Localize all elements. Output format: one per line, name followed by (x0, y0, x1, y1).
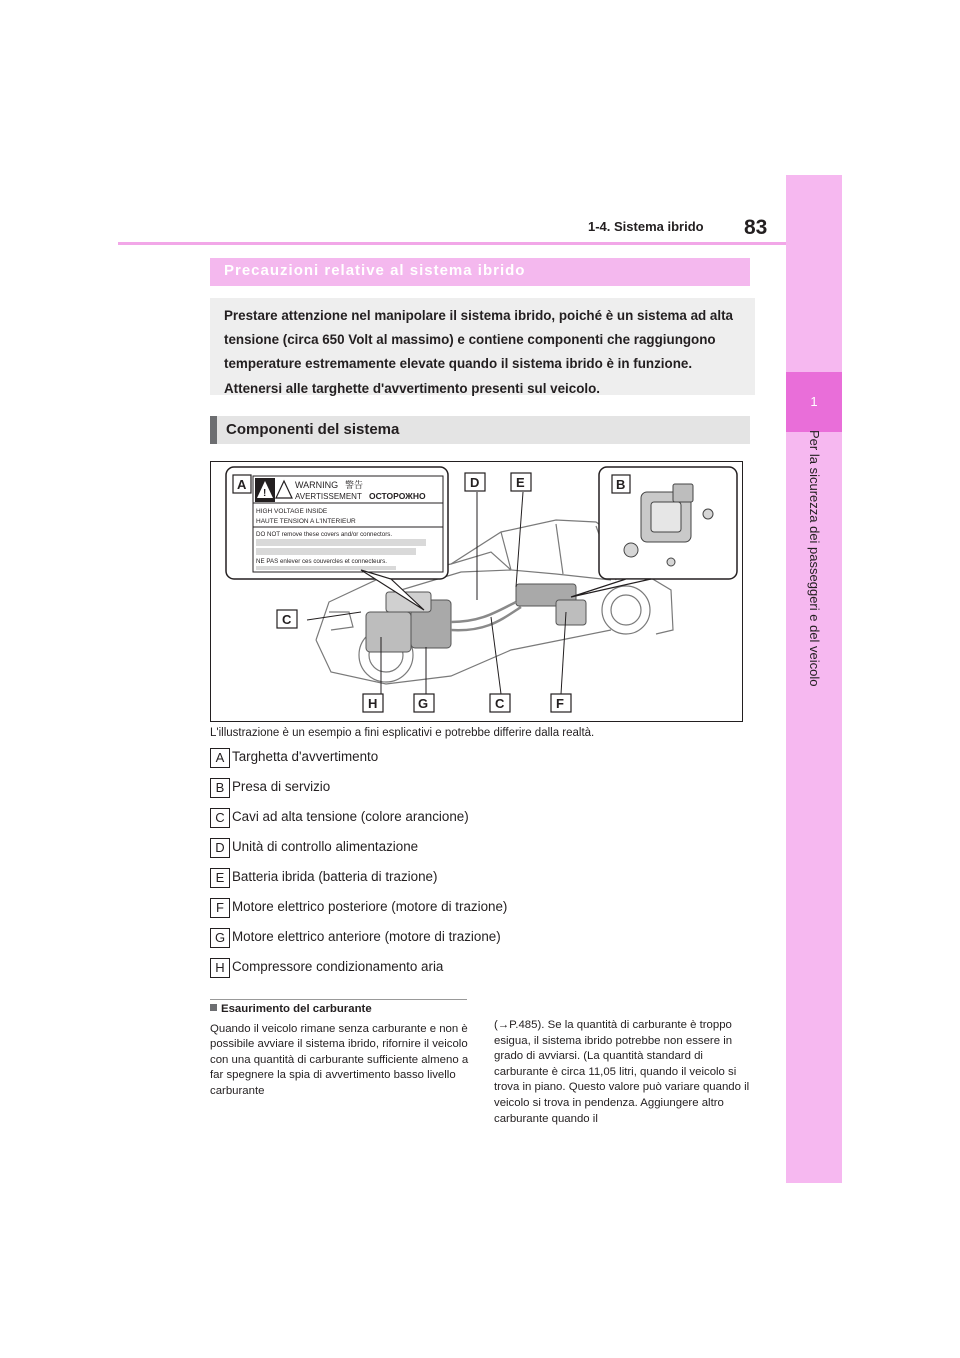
vehicle-illustration (211, 462, 742, 721)
legend-item (210, 748, 379, 768)
legend-item (210, 778, 331, 798)
legend-letter: E (210, 868, 230, 888)
label-B: B (616, 477, 626, 492)
legend-letter: H (210, 958, 230, 978)
label-C-bottom: C (495, 696, 505, 711)
fuel-column-2 (494, 1018, 756, 1127)
label-do-not-remove: DO NOT remove these covers and/or connectors. (256, 531, 393, 538)
legend-letter: C (210, 808, 230, 828)
components-heading: Componenti del sistema (226, 421, 400, 438)
svg-text:!: ! (263, 488, 267, 499)
label-haute-tension: HAUTE TENSION A L'INTERIEUR (256, 518, 356, 525)
legend-text: Batteria ibrida (batteria di trazione) (232, 869, 438, 884)
label-D: D (470, 475, 480, 490)
label-warning-fr: AVERTISSEMENT (295, 492, 362, 501)
label-ne-pas: NE PAS enlever ces couvercles et connecteurs. (256, 558, 387, 565)
legend-letter: G (210, 928, 230, 948)
legend-item (210, 928, 501, 948)
fuel-column-1 (210, 1002, 472, 1100)
legend-text: Targhetta d'avvertimento (232, 749, 379, 764)
legend-text: Motore elettrico posteriore (motore di trazione) (232, 899, 508, 914)
warning-label-inset (226, 467, 448, 579)
precautions-heading: Precauzioni relative al sistema ibrido (224, 262, 526, 279)
legend-text: Compressore condizionamento aria (232, 959, 444, 974)
header-rule (118, 242, 786, 245)
label-G: G (418, 696, 429, 711)
label-E: E (516, 475, 525, 490)
legend-text: Presa di servizio (232, 779, 331, 794)
legend-letter: F (210, 898, 230, 918)
fuel-heading: Esaurimento del carburante (221, 1003, 372, 1015)
label-A: A (237, 477, 247, 492)
figure-caption: L'illustrazione è un esempio a fini esplicativi e potrebbe differire dalla realtà. (210, 727, 595, 739)
legend-text: Unità di controllo alimentazione (232, 839, 419, 854)
intro-box (210, 298, 755, 395)
legend-item (210, 958, 444, 978)
label-C-left: C (282, 612, 292, 627)
legend-letter: B (210, 778, 230, 798)
page-number: 83 (744, 216, 768, 239)
legend-text: Motore elettrico anteriore (motore di trazione) (232, 929, 501, 944)
label-F: F (556, 696, 564, 711)
square-bullet-icon (210, 1004, 217, 1011)
fuel-text-1: Quando il veicolo rimane senza carburante e non è possibile avviare il sistema ibrido, rifornire il veicolo con una quantità di carburante sufficiente almeno a far spegnere la spia di avvertimento basso livello carburante (210, 1022, 469, 1097)
label-high-voltage: HIGH VOLTAGE INSIDE (256, 508, 328, 515)
precautions-heading-bar (210, 258, 750, 286)
components-heading-bar (210, 416, 750, 444)
orange-cables (451, 602, 521, 630)
fuel-heading-row (210, 1002, 472, 1018)
fuel-text-2: (→P.485). Se la quantità di carburante è troppo esigua, il sistema ibrido potrebbe non essere in grado di avviarsi. (La quantità standard di carburante è circa 11,05 litri, quando il veicolo si trova in piano. Questo valore può variare quando il veicolo si trova in pendenza. Aggiungere altro carburante quando il (494, 1019, 750, 1125)
label-warning-jp: 警告 (345, 480, 364, 490)
components-figure (210, 461, 743, 722)
legend-item (210, 898, 508, 918)
legend-letter: A (210, 748, 230, 768)
chapter-number: 1 (786, 372, 842, 432)
chapter-title: Per la sicurezza dei passeggeri e del veicolo (807, 430, 822, 687)
legend-item (210, 808, 469, 828)
section-title: 1-4. Sistema ibrido (588, 219, 704, 234)
legend-text: Cavi ad alta tensione (colore arancione) (232, 809, 469, 824)
label-H: H (368, 696, 378, 711)
legend-item (210, 868, 438, 888)
legend-letter: D (210, 838, 230, 858)
intro-text: Prestare attenzione nel manipolare il sistema ibrido, poiché è un sistema ad alta tensione (circa 650 Volt al massimo) e contiene componenti che raggiungono temperature estremamente elevate quando il sistema ibrido è in funzione. Attenersi alle targhette d'avvertimento presenti sul veicolo. (224, 308, 734, 396)
label-warning-ru: ОСТОРОЖНО (369, 491, 426, 501)
fuel-section-rule (210, 999, 467, 1000)
label-warning-en: WARNING (295, 480, 339, 490)
legend-item (210, 838, 419, 858)
